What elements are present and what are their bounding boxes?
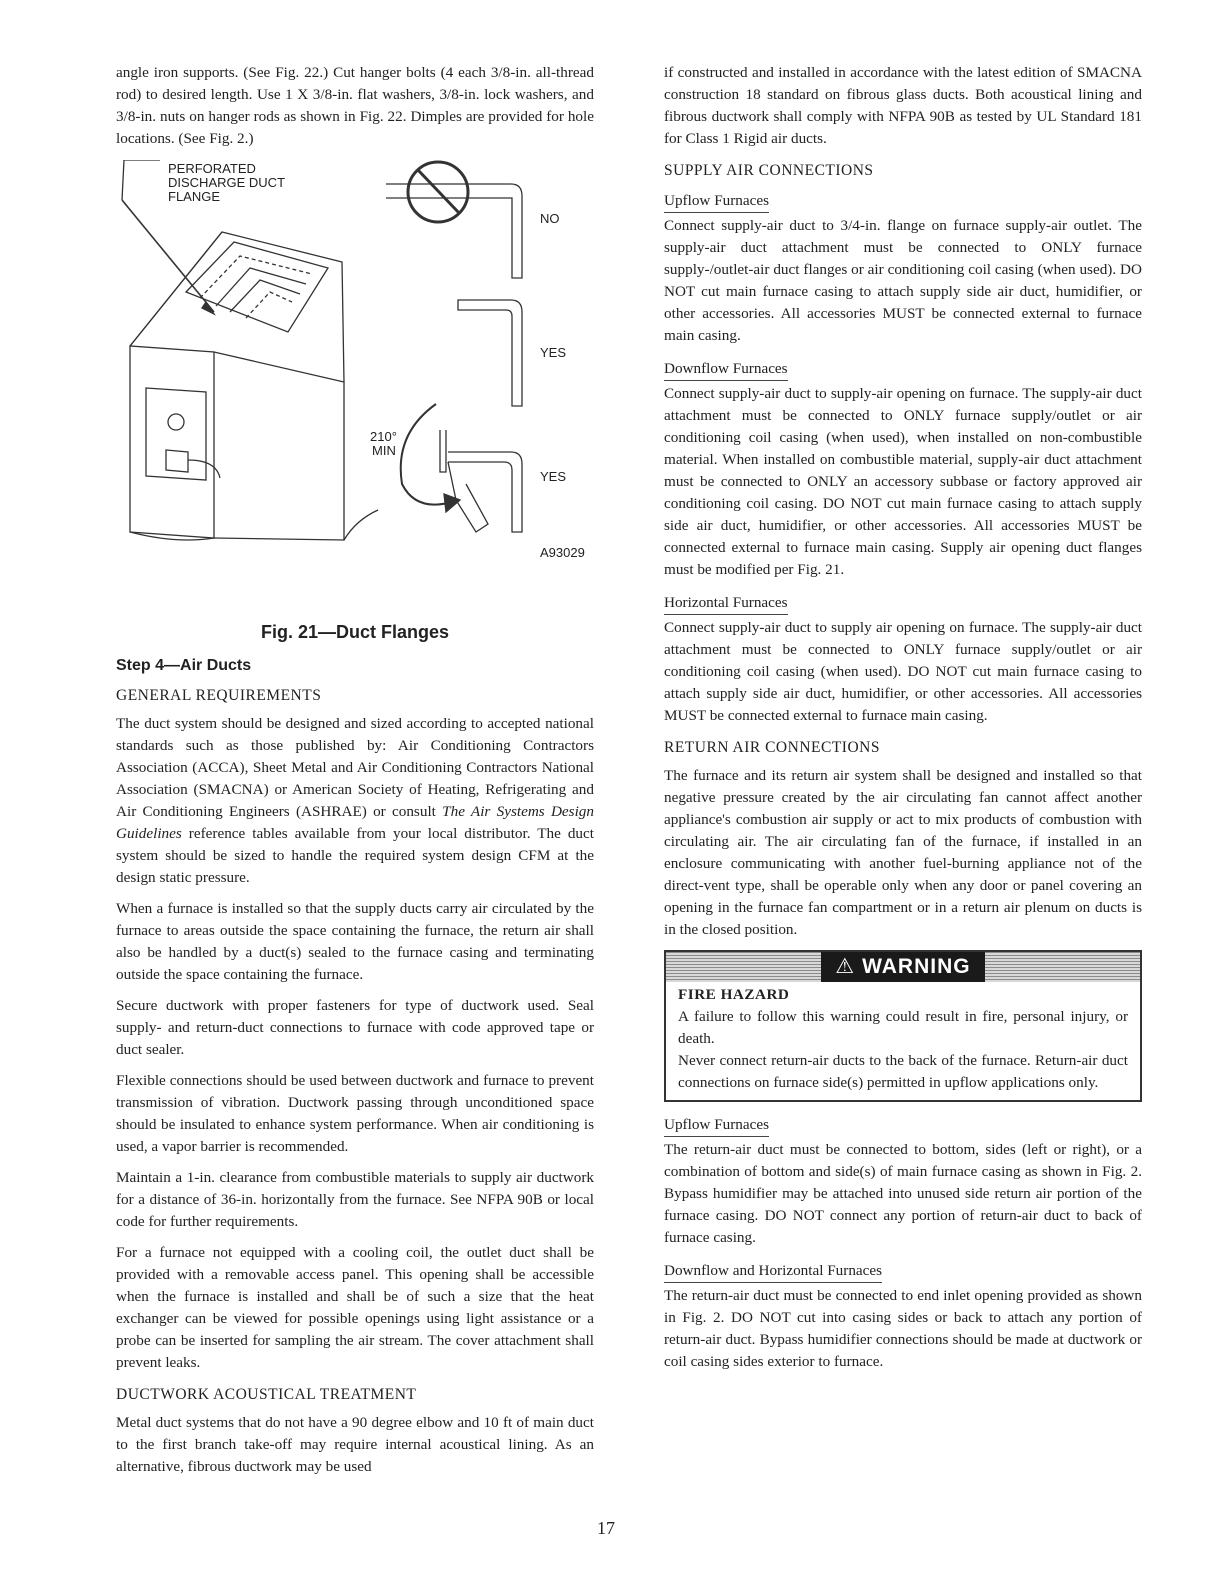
label-perforated-1: PERFORATED [168,161,256,176]
duct-flanges-figure [116,160,594,622]
left-column [116,62,594,1487]
return-downflow-paragraph: The return-air duct must be connected to end inlet opening provided as shown in Fig. 2. DO NOT cut into casing sides or back to attach any portion of return-air duct. Bypass humidifier connections should be made at ductwork or coil casing sides exterior to furnace. [664,1287,1142,1370]
warning-heading: FIRE HAZARD [678,986,790,1003]
general-p1-text-b: reference tables available from your local distributor. The duct system should be sized to handle the required system design CFM at the design static pressure. [116,825,594,886]
supply-downflow-paragraph: Connect supply-air duct to supply-air opening on furnace. The supply-air duct attachment must be connected to ONLY furnace supply/outlet or air conditioning coil casing (when used), when installed on non-combustible material. When installed on combustible material, supply-air duct attachment must be connected to ONLY an accessory subbase or factory approved air conditioning coil casing. DO NOT cut main furnace casing to attach supply side air duct, humidifier, or other accessories. All accessories MUST be connected external to furnace main casing. Supply air opening duct flanges must be modified per Fig. 21. [664,385,1142,578]
figure-code: A93029 [540,545,585,560]
warning-paragraph-2: Never connect return-air ducts to the back of the furnace. Return-air duct connections on furnace side(s) permitted in upflow applications only. [678,1052,1128,1091]
left-intro-paragraph: angle iron supports. (See Fig. 22.) Cut hanger bolts (4 each 3/8-in. all-thread rod) to desired length. Use 1 X 3/8-in. flat washers, 3/8-in. lock washers, and 3/8-in. nuts on hanger rods as shown in Fig. 22. Dimples are provided for hole locations. (See Fig. 2.) [116,64,594,147]
return-air-heading: RETURN AIR CONNECTIONS [664,739,880,756]
page-number: 17 [597,1518,615,1538]
supply-downflow-subheading: Downflow Furnaces [664,358,788,381]
label-yes-2: YES [540,469,567,484]
supply-air-heading: SUPPLY AIR CONNECTIONS [664,162,874,179]
general-paragraph-5: Maintain a 1-in. clearance from combustible materials to supply air ductwork for a distance of 36-in. horizontally from the furnace. See NFPA 90B or local code for further requirements. [116,1169,594,1230]
acoustical-heading: DUCTWORK ACOUSTICAL TREATMENT [116,1386,417,1403]
supply-upflow-subheading: Upflow Furnaces [664,190,769,213]
return-air-paragraph: The furnace and its return air system shall be designed and installed so that negative pressure created by the air circulating fan cannot affect another appliance's combustion air supply or act to mix products of combustion with circulating air. The air circulating fan of the furnace, if installed in an enclosure communicating with another fuel-burning appliance not of the direct-vent type, shall be operable only when any door or panel covering an opening in the furnace fan compartment or in a return air plenum on ducts is in the closed position. [664,767,1142,938]
label-perforated-2: DISCHARGE DUCT [168,175,286,190]
supply-horizontal-paragraph: Connect supply-air duct to supply air opening on furnace. The supply-air duct attachment must be connected to ONLY furnace supply/outlet or air conditioning coil casing (when used). DO NOT cut main furnace casing to attach supply side air duct, humidifier, or other accessories. All accessories MUST be connected external to furnace main casing. [664,619,1142,724]
right-column [664,62,1142,1382]
acoustical-paragraph: Metal duct systems that do not have a 90 degree elbow and 10 ft of main duct to the first branch take-off may require internal acoustical lining. As an alternative, fibrous ductwork may be used [116,1414,594,1475]
general-p1-text-a: The duct system should be designed and sized according to accepted national standards such as those published by: Air Conditioning Contractors Association (ACCA), Sheet Metal and Air Conditioning Contractors National Association (SMACNA) or American Society of Heating, Refrigerating and Air Conditioning Engineers (ASHRAE) or consult [116,715,594,820]
duct-flanges-illustration [116,160,594,622]
label-perforated-3: FLANGE [168,189,221,204]
warning-banner [666,952,1140,982]
general-paragraph-6: For a furnace not equipped with a cooling coil, the outlet duct shall be provided with a removable access panel. This opening shall be accessible when the furnace is installed and shall be of such a size that the heat exchanger can be viewed for possible openings using light assistance or a probe can be inserted for sampling the air stream. The cover attachment shall prevent leaks. [116,1244,594,1371]
general-paragraph-1 [116,713,594,889]
supply-upflow-paragraph: Connect supply-air duct to 3/4-in. flange on furnace supply-air outlet. The supply-air duct attachment must be connected to ONLY furnace supply-/outlet-air duct flanges or air conditioning coil casing (when used). DO NOT cut main furnace casing to attach supply side air duct, humidifier, or other accessories. All accessories MUST be connected external to furnace main casing. [664,217,1142,344]
figure-caption: Fig. 21—Duct Flanges [260,622,450,642]
general-paragraph-2: When a furnace is installed so that the supply ducts carry air circulated by the furnace to areas outside the space containing the furnace, the return air shall also be handled by a duct(s) sealed to the furnace casing and terminating outside the space containing the furnace. [116,900,594,983]
supply-horizontal-subheading: Horizontal Furnaces [664,592,788,615]
fire-hazard-warning-box [664,950,1142,1102]
label-no: NO [540,211,560,226]
return-upflow-subheading: Upflow Furnaces [664,1114,769,1137]
return-downflow-subheading: Downflow and Horizontal Furnaces [664,1260,882,1283]
label-yes-1: YES [540,345,567,360]
return-upflow-paragraph: The return-air duct must be connected to bottom, sides (left or right), or a combination of bottom and side(s) of main furnace casing as shown in Fig. 2. Bypass humidifier may be attached into unused side return air portion of the furnace casing. DO NOT connect any portion of return-air duct to back of furnace casing. [664,1141,1142,1246]
right-intro-paragraph: if constructed and installed in accordance with the latest edition of SMACNA construction 18 standard on fibrous glass ducts. Both acoustical lining and fibrous ductwork shall comply with NFPA 90B as tested by UL Standard 181 for Class 1 Rigid air ducts. [664,64,1142,147]
general-requirements-heading: GENERAL REQUIREMENTS [116,687,322,704]
label-angle-1: 210° [370,429,397,444]
general-p1-italic: The Air Systems Design Guidelines [116,803,594,842]
warning-title: ⚠ WARNING [821,952,984,982]
label-angle-2: MIN [372,443,396,458]
warning-paragraph-1: A failure to follow this warning could result in fire, personal injury, or death. [678,1008,1128,1047]
general-paragraph-3: Secure ductwork with proper fasteners for type of ductwork used. Seal supply- and return-duct connections to furnace with code approved tape or duct sealer. [116,997,594,1058]
step-title: Step 4—Air Ducts [116,657,252,674]
general-paragraph-4: Flexible connections should be used between ductwork and furnace to prevent transmission of vibration. Ductwork passing through unconditioned space should be insulated to enhance system performance. When air conditioning is used, a vapor barrier is recommended. [116,1072,594,1155]
